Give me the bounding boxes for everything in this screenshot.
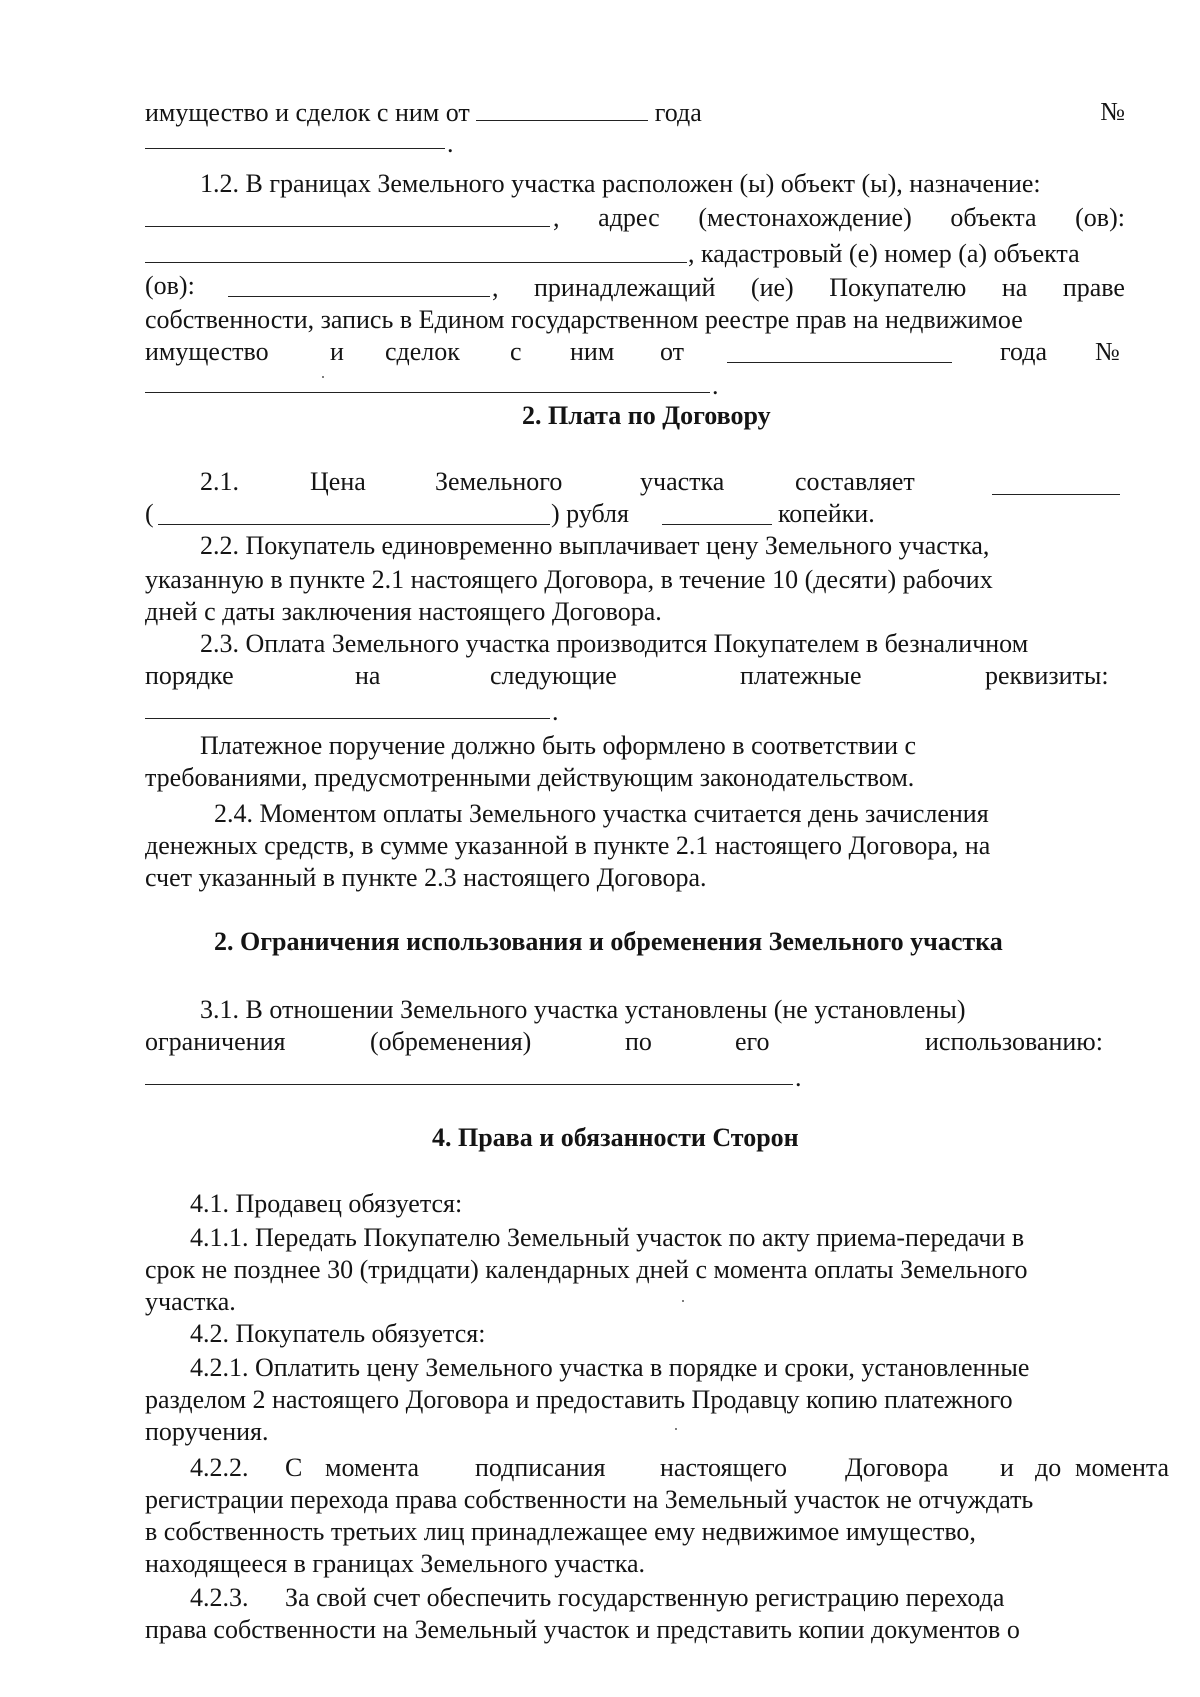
- paragraph-line: собственности, запись в Едином государственном реестре прав на недвижимое: [145, 305, 1023, 334]
- scan-speck: [675, 1428, 677, 1430]
- word: сделок: [385, 337, 460, 366]
- justified-line: [553, 202, 1125, 234]
- word: и: [330, 337, 344, 366]
- word: с: [510, 337, 522, 366]
- word: (ие): [750, 273, 794, 302]
- fill-in-blank: [145, 262, 687, 263]
- word: порядке: [145, 661, 234, 690]
- word: №: [1095, 337, 1120, 366]
- word: составляет: [795, 467, 915, 496]
- fill-in-blank: [476, 96, 648, 121]
- word: момента: [325, 1453, 420, 1482]
- word: на: [355, 661, 381, 690]
- section-heading: 4. Права и обязанности Сторон: [432, 1123, 799, 1152]
- fill-in-blank: [145, 148, 445, 149]
- word: адрес: [598, 203, 660, 232]
- paragraph-line: счет указанный в пункте 2.3 настоящего Договора.: [145, 863, 707, 892]
- word: участка: [640, 467, 725, 496]
- fill-in-blank: [145, 392, 710, 393]
- word: (местонахождение): [698, 203, 912, 232]
- fill-in-blank: [158, 524, 550, 525]
- paragraph-line: в собственность третьих лиц принадлежащее ему недвижимое имущество,: [145, 1517, 976, 1546]
- paragraph-line: регистрации перехода права собственности на Земельный участок не отчуждать: [145, 1485, 1034, 1514]
- paragraph-line: денежных средств, в сумме указанной в пункте 2.1 настоящего Договора, на: [145, 831, 991, 860]
- paragraph-line: Платежное поручение должно быть оформлено в соответствии с: [200, 731, 917, 760]
- text-fragment: .: [712, 371, 719, 400]
- word: С: [285, 1453, 303, 1482]
- scan-speck: [682, 1300, 684, 1302]
- word: 4.2.2.: [190, 1453, 249, 1482]
- word: до: [1035, 1453, 1062, 1482]
- word: следующие: [490, 661, 617, 690]
- paragraph-line: 2.2. Покупатель единовременно выплачивает цену Земельного участка,: [200, 531, 990, 560]
- paragraph-line: 2.4. Моментом оплаты Земельного участка считается день зачисления: [214, 799, 989, 828]
- word: на: [1001, 273, 1028, 302]
- word: ,: [492, 273, 499, 302]
- fill-in-blank: [727, 362, 952, 363]
- word: ,: [553, 203, 560, 232]
- fill-in-blank: [228, 296, 490, 297]
- word: объекта: [950, 203, 1037, 232]
- word: 2.1.: [200, 467, 239, 496]
- text-fragment: ) рубля: [551, 499, 629, 528]
- paragraph-line: 2.3. Оплата Земельного участка производится Покупателем в безналичном: [200, 629, 1029, 658]
- word: и: [1000, 1453, 1014, 1482]
- fill-in-blank: [992, 494, 1120, 495]
- word: Цена: [310, 467, 366, 496]
- paragraph-line: 4.1.1. Передать Покупателю Земельный участок по акту приема-передачи в: [190, 1223, 1025, 1252]
- fill-in-blank: [662, 524, 772, 525]
- paragraph-line: права собственности на Земельный участок и представить копии документов о: [145, 1615, 1020, 1644]
- word: от: [660, 337, 685, 366]
- word: Земельного: [435, 467, 563, 496]
- word: Покупателю: [829, 273, 967, 302]
- text-fragment: года: [654, 98, 702, 127]
- word: подписания: [475, 1453, 606, 1482]
- scan-speck: [322, 376, 324, 378]
- justified-line: [492, 272, 1125, 304]
- text-fragment: имущество и сделок с ним от: [145, 98, 470, 127]
- paragraph-line: разделом 2 настоящего Договора и предоставить Продавцу копию платежного: [145, 1385, 1013, 1414]
- word: праве: [1062, 273, 1125, 302]
- word: Договора: [845, 1453, 949, 1482]
- fill-in-blank: [145, 1084, 793, 1085]
- number-sign: №: [1100, 97, 1125, 126]
- section-heading: 2. Ограничения использования и обременения Земельного участка: [214, 927, 1003, 956]
- text-line: [145, 96, 1125, 129]
- paragraph-line: 3.1. В отношении Земельного участка установлены (не установлены): [200, 995, 966, 1024]
- paragraph-line: 1.2. В границах Земельного участка расположен (ы) объект (ы), назначение:: [200, 169, 1041, 198]
- word: момента: [1075, 1453, 1170, 1482]
- paragraph-line: За свой счет обеспечить государственную регистрацию перехода: [285, 1583, 1005, 1612]
- word: ним: [570, 337, 615, 366]
- word: принадлежащий: [534, 273, 716, 302]
- paragraph-line: , кадастровый (е) номер (а) объекта: [688, 239, 1080, 268]
- paragraph-line: находящееся в границах Земельного участка.: [145, 1549, 646, 1578]
- text-fragment: 4.2.3.: [190, 1583, 249, 1612]
- word: реквизиты:: [985, 661, 1109, 690]
- paragraph-line: участка.: [145, 1287, 236, 1316]
- paragraph-line: требованиями, предусмотренными действующим законодательством.: [145, 763, 915, 792]
- text-fragment: .: [795, 1063, 802, 1092]
- text-fragment: (: [145, 499, 154, 528]
- paragraph-line: 4.2. Покупатель обязуется:: [190, 1319, 486, 1348]
- text-fragment: .: [447, 129, 454, 158]
- paragraph-line: поручения.: [145, 1417, 269, 1446]
- text-fragment: (ов):: [145, 271, 195, 300]
- fill-in-blank: [145, 226, 550, 227]
- text-fragment: копейки.: [778, 499, 875, 528]
- word: (ов):: [1075, 203, 1125, 232]
- paragraph-line: дней с даты заключения настоящего Договора.: [145, 597, 662, 626]
- word: года: [1000, 337, 1048, 366]
- word: ограничения: [145, 1027, 286, 1056]
- word: настоящего: [660, 1453, 788, 1482]
- word: (обременения): [370, 1027, 532, 1056]
- word: платежные: [740, 661, 862, 690]
- word: использованию:: [925, 1027, 1103, 1056]
- paragraph-line: срок не позднее 30 (тридцати) календарных дней с момента оплаты Земельного: [145, 1255, 1028, 1284]
- word: по: [625, 1027, 652, 1056]
- paragraph-line: 4.2.1. Оплатить цену Земельного участка в порядке и сроки, установленные: [190, 1353, 1030, 1382]
- word: его: [735, 1027, 770, 1056]
- text-fragment: .: [552, 697, 559, 726]
- word: имущество: [145, 337, 269, 366]
- fill-in-blank: [145, 718, 550, 719]
- paragraph-line: 4.1. Продавец обязуется:: [190, 1189, 463, 1218]
- paragraph-line: указанную в пункте 2.1 настоящего Договора, в течение 10 (десяти) рабочих: [145, 565, 993, 594]
- section-heading: 2. Плата по Договору: [522, 401, 771, 430]
